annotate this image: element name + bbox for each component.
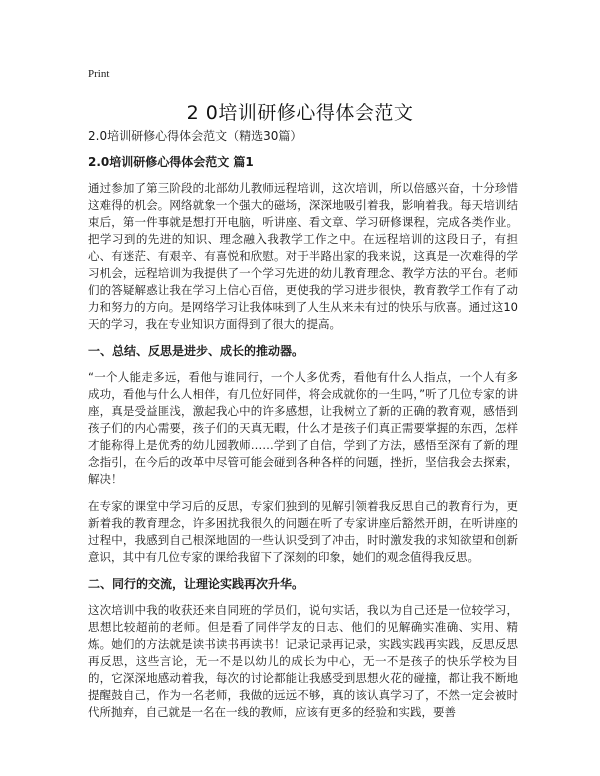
- paragraph-1: 通过参加了第三阶段的北部幼儿教师远程培训，这次培训，所以倍感兴奋，十分珍惜这难得的机会。网络就象一个强大的磁场，深深地吸引着我，影响着我。每天培训结束后，第一件事就是想打开电脑，听讲座、看文章、学习研修课程，完成各类作业。把学习到的先进的知识、理念融入我教学工作之中。在远程培训的这段日子，有担心、有迷茫、有艰辛、有喜悦和欣慰。对于半路出家的我来说，这真是一次难得的学习机会，远程培训为我提供了一个学习先进的幼儿教育理念、教学方法的平台。老师们的答疑解惑让我在学习上信心百倍，更使我的学习进步很快，教育教学工作有了动力和努力的方向。是网络学习让我体味到了人生从来未有过的快乐与欣喜。通过这10天的学习，我在专业知识方面得到了很大的提高。: [88, 181, 518, 331]
- document-title: 2 0培训研修心得体会范文: [186, 102, 414, 124]
- paragraph-4: 这次培训中我的收获还来自同班的学员们，说句实话，我以为自己还是一位较学习，思想比较超前的老师。但是看了同伴学友的日志、他们的见解确实准确、实用、精炼。她们的方法就是读书读书再读书！记录记录再记录，实践实践再实践，反思反思再反思，这些言论，无一不是以幼儿的成长为中心，无一不是孩子的快乐学校为目的，它深深地感动着我，每次的讨论都能让我感受到思想火花的碰撞，都让我不断地提醒鼓自己，作为一名老师，我做的远远不够，真的该认真学习了，不然一定会被时代所抛弃，自己就是一名在一线的教师，应该有更多的经验和实践，要善: [88, 603, 518, 719]
- document-subtitle: 2.0培训研修心得体会范文（精选30篇）: [88, 129, 303, 143]
- section-heading-1: 一、总结、反思是进步、成长的推动器。: [88, 344, 305, 358]
- paragraph-2: “一个人能走多远，看他与谁同行，一个人多优秀，看他有什么人指点，一个人有多成功，看他与什么人相伴，有几位好同伴，将会成就你的一生吗，”听了几位专家的讲座，真是受益匪浅，激起我心中的许多感想，让我树立了新的正确的教育观，感悟到孩子们的内心需要，孩子们的天真无暇，什么才是孩子们真正需要掌握的东西，怎样才能称得上是优秀的幼儿园教师……学到了自信，学到了方法，感悟至深有了新的理念指引，在今后的改革中尽管可能会碰到各种各样的问题，挫折，坚信我会去探索，解决！: [88, 370, 518, 486]
- print-label[interactable]: Print: [88, 68, 110, 80]
- section-heading-2: 二、同行的交流，让理论实践再次升华。: [88, 577, 305, 591]
- paragraph-3: 在专家的课堂中学习后的反思，专家们独到的见解引领着我反思自己的教育行为，更新着我的教育理念，许多困扰我很久的问题在听了专家讲座后豁然开朗，在听讲座的过程中，我感到自己根深地固的一些认识受到了冲击，时时激发我的求知欲望和创新意识，其中有几位专家的课给我留下了深刻的印象，她们的观念值得我反思。: [88, 499, 518, 564]
- document-body: [88, 128, 518, 731]
- article-heading: 2.0培训研修心得体会范文 篇1: [88, 155, 254, 169]
